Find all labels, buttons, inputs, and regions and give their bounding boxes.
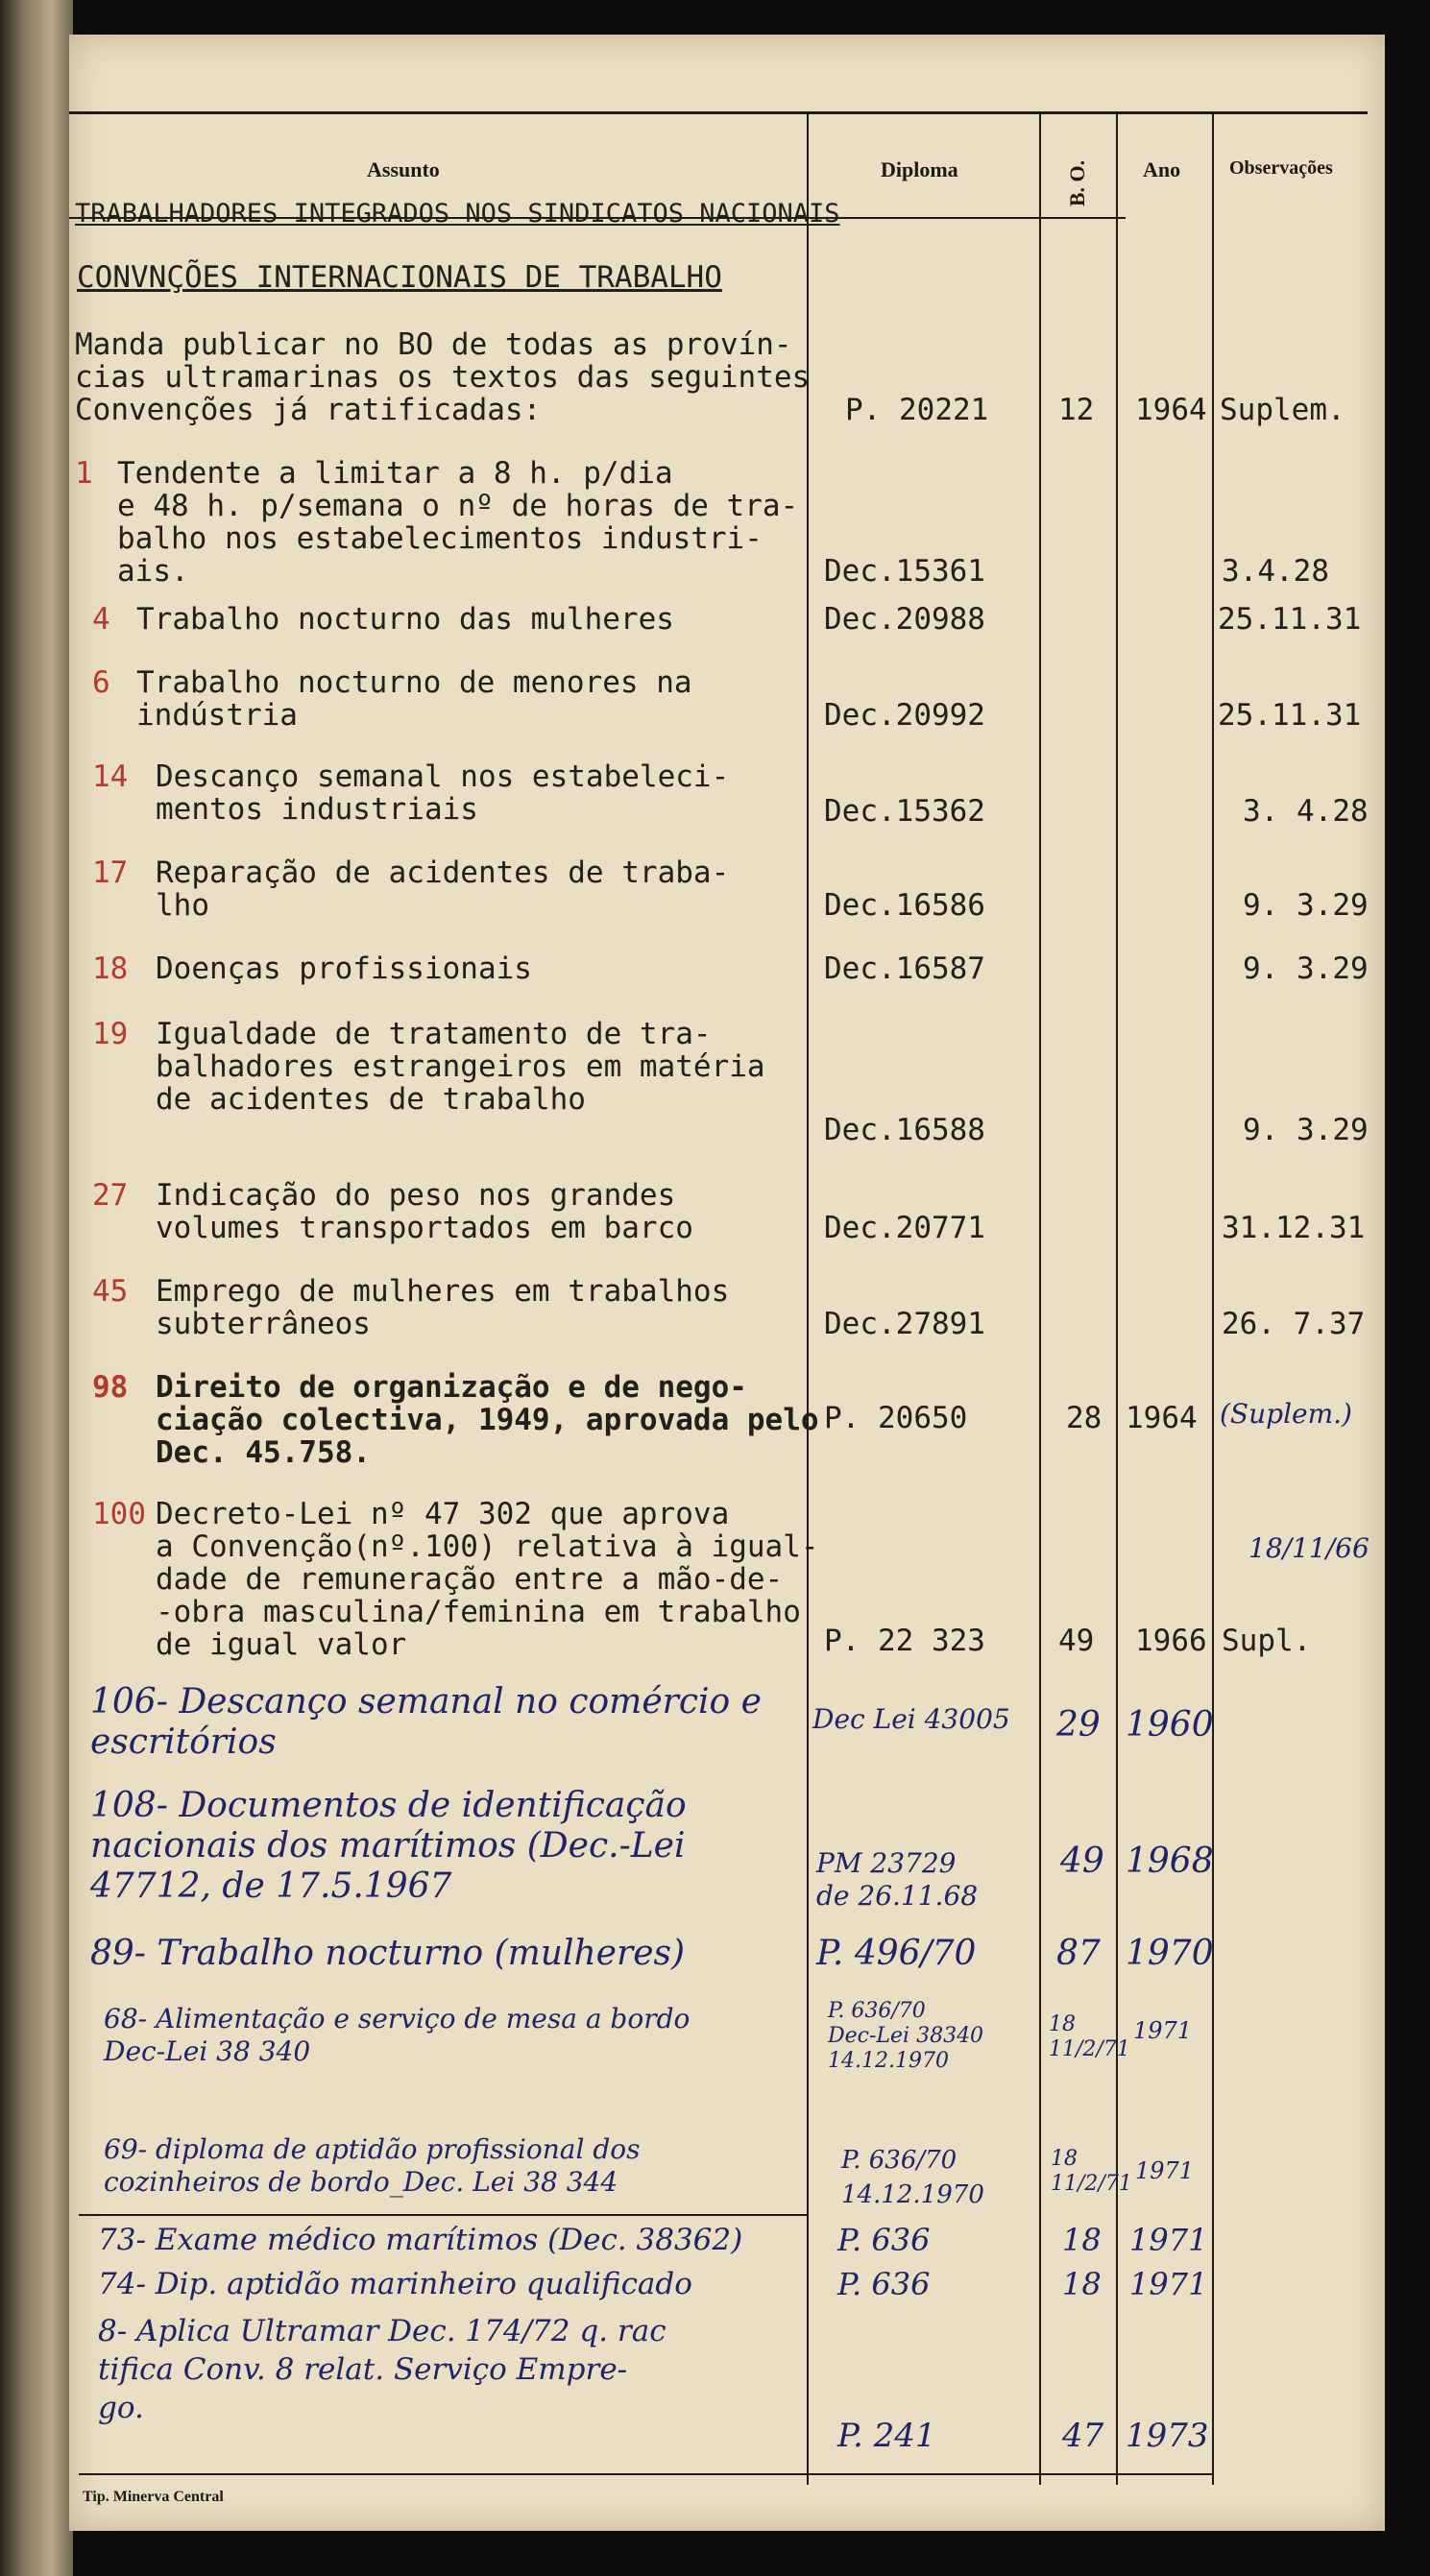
entry-diploma: Dec.27891 bbox=[824, 1307, 985, 1341]
entry-text: Descanço semanal nos estabeleci- mentos industriais bbox=[156, 759, 730, 827]
entry-date-note: 18/11/66 bbox=[1248, 1532, 1369, 1564]
entry-text: Doenças profissionais bbox=[156, 951, 532, 986]
entry-obs: 3. 4.28 bbox=[1243, 794, 1369, 829]
hand-text: 108- Documentos de identificação nacionais dos marítimos (Dec.-Lei 47712, de 17.5.1967 bbox=[90, 1786, 687, 1906]
hand-diploma: P. 636 bbox=[837, 2266, 931, 2302]
entry-number: 45 bbox=[92, 1274, 129, 1309]
hand-ano: 1971 bbox=[1129, 2222, 1208, 2258]
hand-text: 69- diploma de aptidão profissional dos cozinheiros de bordo_Dec. Lei 38 344 bbox=[104, 2133, 641, 2198]
hand-diploma: Dec Lei 43005 bbox=[812, 1703, 1010, 1735]
header-diploma: Diploma bbox=[881, 157, 958, 181]
intro-bo: 12 bbox=[1058, 393, 1095, 427]
hand-diploma: P. 636 bbox=[837, 2222, 931, 2258]
entry-diploma: Dec.16587 bbox=[824, 951, 985, 986]
entry-text: Indicação do peso nos grandes volumes transportados em barco bbox=[156, 1178, 693, 1245]
hand-bo: 49 bbox=[1060, 1842, 1104, 1881]
entry-number: 1 bbox=[75, 456, 93, 491]
book-binding bbox=[0, 0, 73, 2576]
hand-ano: 1960 bbox=[1126, 1705, 1214, 1745]
entry-obs: 26. 7.37 bbox=[1222, 1307, 1366, 1341]
entry-number: 18 bbox=[92, 951, 129, 986]
entry-text: Trabalho nocturno das mulheres bbox=[136, 602, 674, 637]
entry-ano: 1964 bbox=[1126, 1401, 1198, 1435]
entry-obs: 25.11.31 bbox=[1218, 698, 1362, 733]
hand-bo: 18 11/2/71 bbox=[1049, 2012, 1130, 2061]
entry-diploma: Dec.20771 bbox=[824, 1211, 985, 1245]
entry-bo: 28 bbox=[1066, 1401, 1103, 1435]
entry-number: 98 bbox=[92, 1370, 129, 1405]
entry-number: 27 bbox=[92, 1178, 129, 1213]
header-bo: B. O. bbox=[1065, 159, 1089, 207]
entry-text: Trabalho nocturno de menores na indústria bbox=[136, 665, 692, 733]
hand-diploma: P. 636/70 14.12.1970 bbox=[841, 2146, 984, 2209]
entry-ano: 1966 bbox=[1135, 1624, 1207, 1658]
hand-text: 8- Aplica Ultramar Dec. 174/72 q. rac tifica Conv. 8 relat. Serviço Empre- go. bbox=[98, 2314, 667, 2425]
entry-number: 14 bbox=[92, 759, 129, 794]
hand-text: 106- Descanço semanal no comércio e escritórios bbox=[90, 1682, 762, 1762]
entry-diploma: Dec.20988 bbox=[824, 602, 985, 637]
entry-diploma: Dec.20992 bbox=[824, 698, 985, 733]
hand-ano: 1971 bbox=[1129, 2266, 1208, 2302]
entry-diploma: P. 20650 bbox=[824, 1401, 968, 1435]
col-divider-ano bbox=[1116, 113, 1118, 2485]
entry-text: Reparação de acidentes de traba- lho bbox=[156, 855, 730, 923]
entry-obs: 9. 3.29 bbox=[1243, 1113, 1369, 1147]
section-title: TRABALHADORES INTEGRADOS NOS SINDICATOS NACIONAIS bbox=[75, 199, 840, 229]
intro-diploma: P. 20221 bbox=[845, 393, 989, 427]
entry-number: 100 bbox=[92, 1497, 146, 1531]
entry-diploma: Dec.15361 bbox=[824, 554, 985, 589]
intro-ano: 1964 bbox=[1135, 393, 1207, 427]
hand-bo: 29 bbox=[1056, 1705, 1101, 1745]
hand-diploma: P. 496/70 bbox=[816, 1934, 977, 1973]
entry-number: 17 bbox=[92, 855, 129, 890]
page-bottom-rule bbox=[79, 2473, 1212, 2475]
header-assunto: Assunto bbox=[367, 157, 440, 181]
entry-text: Decreto-Lei nº 47 302 que aprova a Convenção(nº.100) relativa à igual- dade de remuneração entre a mão-de- -obra masculina/feminina em trabalho de igual valor bbox=[156, 1497, 819, 1662]
hand-diploma: PM 23729 de 26.11.68 bbox=[816, 1847, 979, 1912]
intro-text: Manda publicar no BO de todas as provín- cias ultramarinas os textos das seguintes Convenções já ratificadas: bbox=[75, 327, 811, 427]
bottom-block-rule bbox=[79, 2214, 809, 2216]
top-rule bbox=[69, 111, 1368, 114]
hand-text: 74- Dip. aptidão marinheiro qualificado bbox=[98, 2267, 692, 2301]
entry-obs: Supl. bbox=[1222, 1624, 1312, 1658]
entry-number: 19 bbox=[92, 1017, 129, 1051]
entry-obs: 3.4.28 bbox=[1222, 554, 1329, 589]
entry-bo: 49 bbox=[1058, 1624, 1095, 1658]
entry-obs: 31.12.31 bbox=[1222, 1211, 1366, 1245]
entry-number: 4 bbox=[92, 602, 110, 637]
entry-diploma: P. 22 323 bbox=[824, 1624, 985, 1658]
entry-text: Igualdade de tratamento de tra- balhadores estrangeiros em matéria de acidentes de trabalho bbox=[156, 1017, 765, 1117]
hand-ano: 1970 bbox=[1126, 1934, 1214, 1973]
hand-text: 89- Trabalho nocturno (mulheres) bbox=[90, 1934, 686, 1973]
hand-diploma: P. 241 bbox=[837, 2417, 936, 2455]
hand-diploma: P. 636/70 Dec-Lei 38340 14.12.1970 bbox=[828, 1999, 984, 2073]
hand-ano: 1971 bbox=[1133, 2017, 1193, 2044]
hand-text: 73- Exame médico marítimos (Dec. 38362) bbox=[98, 2223, 743, 2257]
entry-obs: (Suplem.) bbox=[1220, 1398, 1352, 1430]
entry-text: Emprego de mulheres em trabalhos subterrâneos bbox=[156, 1274, 730, 1341]
ledger-page bbox=[69, 35, 1385, 2531]
header-ano: Ano bbox=[1143, 157, 1181, 181]
header-observacoes: Observações bbox=[1229, 157, 1333, 179]
entry-number: 6 bbox=[92, 665, 110, 700]
subsection-title: CONVNÇÕES INTERNACIONAIS DE TRABALHO bbox=[77, 260, 722, 295]
entry-diploma: Dec.15362 bbox=[824, 794, 985, 829]
entry-obs: 9. 3.29 bbox=[1243, 951, 1369, 986]
entry-diploma: Dec.16586 bbox=[824, 888, 985, 923]
printer-imprint: Tip. Minerva Central bbox=[83, 2489, 224, 2505]
hand-bo: 47 bbox=[1062, 2417, 1104, 2455]
hand-bo: 18 bbox=[1062, 2222, 1102, 2258]
hand-text: 68- Alimentação e serviço de mesa a bordo Dec-Lei 38 340 bbox=[104, 2003, 691, 2067]
hand-ano: 1968 bbox=[1126, 1842, 1214, 1881]
hand-bo: 18 bbox=[1062, 2266, 1102, 2302]
hand-bo: 18 11/2/71 bbox=[1051, 2147, 1132, 2196]
entry-text: Direito de organização e de nego- ciação colectiva, 1949, aprovada pelo Dec. 45.758. bbox=[156, 1370, 819, 1470]
col-divider-diploma bbox=[807, 113, 809, 2485]
hand-ano: 1973 bbox=[1126, 2417, 1209, 2455]
entry-obs: 25.11.31 bbox=[1218, 602, 1362, 637]
hand-ano: 1971 bbox=[1135, 2157, 1195, 2184]
intro-obs: Suplem. bbox=[1220, 393, 1345, 427]
col-divider-bo bbox=[1039, 113, 1041, 2485]
col-divider-obs bbox=[1212, 113, 1214, 2485]
hand-bo: 87 bbox=[1056, 1934, 1101, 1973]
entry-text: Tendente a limitar a 8 h. p/dia e 48 h. p/semana o nº de horas de tra- balho nos estabelecimentos industri- ais. bbox=[117, 456, 799, 589]
entry-obs: 9. 3.29 bbox=[1243, 888, 1369, 923]
entry-diploma: Dec.16588 bbox=[824, 1113, 985, 1147]
